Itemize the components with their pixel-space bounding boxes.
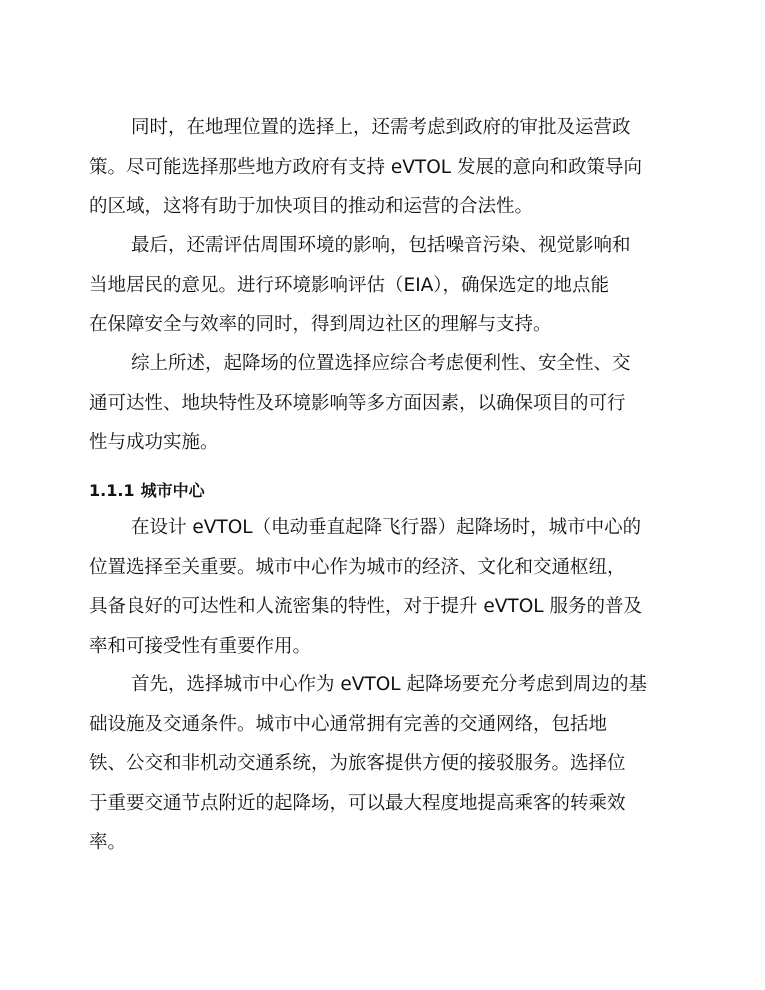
text-line: 于重要交通节点附近的起降场，可以最大程度地提高乘客的转乘效 <box>89 792 626 814</box>
text-line: 综上所述，起降场的位置选择应综合考虑便利性、安全性、交 <box>131 353 631 374</box>
text-line: 在保障安全与效率的同时，得到周边社区的理解与支持。 <box>89 314 552 335</box>
paragraph-summary <box>89 344 675 463</box>
text-line: 通可达性、地块特性及环境影响等多方面因素，以确保项目的可行 <box>89 392 626 414</box>
paragraph-government-approval <box>89 108 675 227</box>
text-line: 当地居民的意见。进行环境影响评估（EIA），确保选定的地点能 <box>89 274 610 296</box>
text-line: 同时，在地理位置的选择上，还需考虑到政府的审批及运营政 <box>131 117 631 138</box>
text-line: 率。 <box>89 832 127 853</box>
text-line: 最后，还需评估周围环境的影响，包括噪音污染、视觉影响和 <box>131 235 631 256</box>
text-line: 础设施及交通条件。城市中心通常拥有完善的交通网络，包括地 <box>89 713 608 735</box>
section-number: 1.1.1 <box>89 481 135 500</box>
paragraph-environment-impact <box>89 226 675 345</box>
text-line: 首先，选择城市中心作为 eVTOL 起降场要充分考虑到周边的基 <box>131 674 647 695</box>
text-line: 的区域，这将有助于加快项目的推动和运营的合法性。 <box>89 196 534 217</box>
paragraph-city-center-intro <box>89 508 675 666</box>
text-line: 位置选择至关重要。城市中心作为城市的经济、文化和交通枢纽， <box>89 556 626 578</box>
text-line: 策。尽可能选择那些地方政府有支持 eVTOL 发展的意向和政策导向 <box>89 156 642 178</box>
section-heading <box>89 478 205 504</box>
section-title: 城市中心 <box>140 481 205 500</box>
text-line: 铁、公交和非机动交通系统，为旅客提供方便的接驳服务。选择位 <box>89 753 626 774</box>
text-line: 性与成功实施。 <box>89 432 219 453</box>
text-line: 具备良好的可达性和人流密集的特性，对于提升 eVTOL 服务的普及 <box>89 596 642 617</box>
text-line: 在设计 eVTOL（电动垂直起降飞行器）起降场时，城市中心的 <box>131 517 642 538</box>
paragraph-infrastructure <box>89 665 675 863</box>
text-line: 率和可接受性有重要作用。 <box>89 635 312 657</box>
